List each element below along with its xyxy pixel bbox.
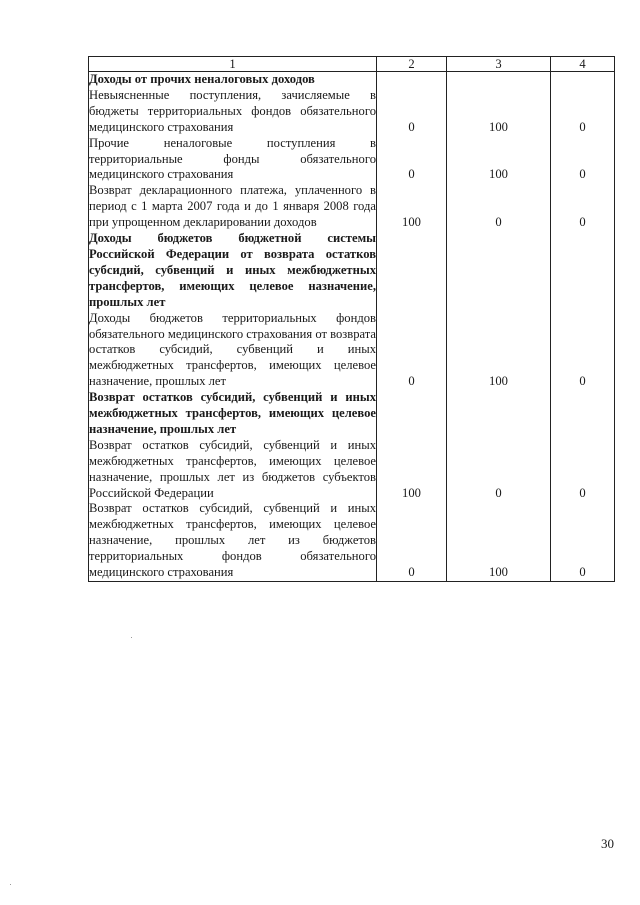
value-col-2 xyxy=(377,390,447,438)
section-heading: Возврат остатков субсидий, субвенций и иных межбюджетных трансфертов, имеющих целевое назначение, прошлых лет xyxy=(89,390,376,436)
table-header-row xyxy=(89,57,615,72)
value-col-4: 0 xyxy=(551,311,615,391)
table-row xyxy=(89,72,615,88)
value-col-2: 100 xyxy=(377,183,447,231)
section-heading: Доходы бюджетов бюджетной системы Российской Федерации от возврата остатков субсидий, субвенций и иных межбюджетных трансфертов, имеющих целевое назначение, прошлых лет xyxy=(89,231,376,309)
value-col-3: 100 xyxy=(447,88,551,136)
table-row xyxy=(89,390,615,438)
column-header-2: 2 xyxy=(377,57,447,72)
value-col-2: 0 xyxy=(377,311,447,391)
value-col-4: 0 xyxy=(551,136,615,184)
section-heading: Доходы от прочих неналоговых доходов xyxy=(89,72,377,88)
value-col-2 xyxy=(377,231,447,311)
value-col-3 xyxy=(447,72,551,88)
column-header-1: 1 xyxy=(89,57,377,72)
row-description: Прочие неналоговые поступления в территориальные фонды обязательного медицинского страхования xyxy=(89,135,376,182)
value-col-3: 100 xyxy=(447,311,551,391)
value-col-2: 0 xyxy=(377,136,447,184)
value-col-4: 0 xyxy=(551,88,615,136)
table-row xyxy=(89,501,615,581)
value-col-4 xyxy=(551,390,615,438)
table-row xyxy=(89,183,615,231)
value-col-4: 0 xyxy=(551,438,615,502)
value-col-2: 0 xyxy=(377,501,447,581)
table-row xyxy=(89,438,615,502)
row-description: Возврат остатков субсидий, субвенций и иных межбюджетных трансфертов, имеющих целевое назначение, прошлых лет из бюджетов субъектов Российской Федерации xyxy=(89,437,376,500)
value-col-3 xyxy=(447,390,551,438)
row-description: Возврат остатков субсидий, субвенций и иных межбюджетных трансфертов, имеющих целевое назначение, прошлых лет из бюджетов территориальных фондов обязательного медицинского страхования xyxy=(89,501,377,581)
value-col-4 xyxy=(551,231,615,311)
scan-speck xyxy=(131,637,132,638)
value-col-3: 0 xyxy=(447,438,551,502)
value-col-2: 100 xyxy=(377,438,447,502)
value-col-2 xyxy=(377,72,447,88)
page-number: 30 xyxy=(601,836,614,851)
scan-speck xyxy=(10,884,11,885)
value-col-3: 100 xyxy=(447,136,551,184)
column-header-4: 4 xyxy=(551,57,615,72)
row-description: Возврат декларационного платежа, уплаченного в период с 1 марта 2007 года и до 1 января 2008 года при упрощенном декларировании доходов xyxy=(89,183,376,230)
value-col-2: 0 xyxy=(377,88,447,136)
value-col-3: 0 xyxy=(447,183,551,231)
value-col-4: 0 xyxy=(551,501,615,581)
table-row xyxy=(89,311,615,391)
value-col-3: 100 xyxy=(447,501,551,581)
value-col-4: 0 xyxy=(551,183,615,231)
table-row xyxy=(89,88,615,136)
value-col-4 xyxy=(551,72,615,88)
column-header-3: 3 xyxy=(447,57,551,72)
table-row xyxy=(89,231,615,311)
row-description: Невыясненные поступления, зачисляемые в бюджеты территориальных фондов обязательного медицинского страхования xyxy=(89,87,376,134)
revenue-distribution-table xyxy=(88,56,615,582)
row-description: Доходы бюджетов территориальных фондов обязательного медицинского страхования от возврата остатков субсидий, субвенций и иных межбюджетных трансфертов, имеющих целевое назначение, прошлых лет xyxy=(89,310,377,389)
table-row xyxy=(89,136,615,184)
value-col-3 xyxy=(447,231,551,311)
